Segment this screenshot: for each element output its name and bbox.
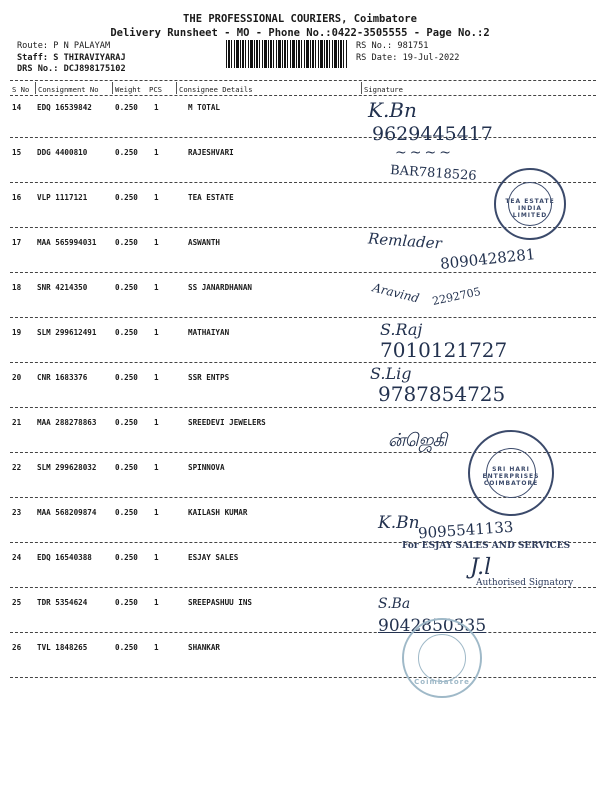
row-weight: 0.250 (115, 193, 138, 202)
row-weight: 0.250 (115, 148, 138, 157)
row-divider (10, 407, 596, 408)
row-consignment-no: MAA 288278863 (37, 418, 97, 427)
row-pcs: 1 (154, 328, 159, 337)
row-weight: 0.250 (115, 328, 138, 337)
row-consignment-no: MAA 568209874 (37, 508, 97, 517)
rs-number: RS No.: 981751 (356, 41, 429, 51)
header-bottom-rule (10, 95, 596, 96)
row-consignment-no: CNR 1683376 (37, 373, 88, 382)
row-pcs: 1 (154, 373, 159, 382)
row-divider (10, 137, 596, 138)
row-sno: 25 (12, 598, 22, 607)
phone-14: 9629445417 (372, 123, 493, 145)
signature-14: K.Bn (368, 98, 417, 122)
scribble-15: ~~~~ (395, 145, 454, 161)
row-consignee: M TOTAL (188, 103, 221, 112)
row-consignee: TEA ESTATE (188, 193, 234, 202)
row-weight: 0.250 (115, 643, 138, 652)
col-separator (361, 82, 362, 94)
phone-19: 7010121727 (380, 338, 508, 362)
row-weight: 0.250 (115, 418, 138, 427)
phone-20: 9787854725 (378, 382, 506, 406)
row-pcs: 1 (154, 418, 159, 427)
row-pcs: 1 (154, 193, 159, 202)
row-weight: 0.250 (115, 283, 138, 292)
scribble-24: J.l (470, 555, 492, 580)
phone-25: 9042850335 (378, 616, 487, 636)
scribble-21: ன்ஜெகி (388, 430, 447, 451)
row-sno: 20 (12, 373, 22, 382)
col-sno: S No (12, 85, 30, 94)
row-weight: 0.250 (115, 598, 138, 607)
row-weight: 0.250 (115, 463, 138, 472)
col-weight: Weight (115, 85, 141, 94)
row-consignment-no: MAA 565994031 (37, 238, 97, 247)
sri-hari-stamp: SRI HARI ENTERPRISES COIMBATORE (468, 430, 554, 516)
runsheet-header (0, 12, 600, 40)
row-consignee: RAJESHVARI (188, 148, 234, 157)
number-18: 2292705 (431, 285, 482, 308)
document-subtitle: Delivery Runsheet - MO - Phone No.:0422-3505555 - Page No.:2 (110, 27, 490, 39)
signature-20: S.Lig (370, 364, 412, 383)
row-pcs: 1 (154, 103, 159, 112)
signature-18: Aravind (371, 280, 421, 306)
tea-estate-stamp: TEA ESTATE INDIA LIMITED (494, 168, 566, 240)
row-divider (10, 362, 596, 363)
row-consignee: SREEPASHUU INS (188, 598, 253, 607)
row-divider (10, 272, 596, 273)
row-consignee: SSR ENTPS (188, 373, 230, 382)
row-weight: 0.250 (115, 373, 138, 382)
signature-19: S.Raj (380, 320, 423, 339)
route-label: Route: P N PALAYAM (17, 41, 111, 51)
row-consignment-no: TVL 1848265 (37, 643, 88, 652)
col-separator (112, 82, 113, 94)
signature-17: Remlader (367, 229, 443, 253)
signature-15: BAR7818526 (389, 162, 478, 185)
row-pcs: 1 (154, 553, 159, 562)
phone-23: 9095541133 (417, 517, 514, 543)
col-separator (176, 82, 177, 94)
row-weight: 0.250 (115, 508, 138, 517)
row-sno: 22 (12, 463, 22, 472)
signature-23: K.Bn (378, 513, 420, 533)
row-consignment-no: EDQ 16539842 (37, 103, 92, 112)
col-separator (35, 82, 36, 94)
row-sno: 26 (12, 643, 22, 652)
runsheet-info-right (356, 41, 459, 64)
coimbatore-stamp: Coimbatore (402, 618, 482, 698)
row-consignee: ESJAY SALES (188, 553, 239, 562)
row-consignment-no: SNR 4214350 (37, 283, 88, 292)
row-sno: 14 (12, 103, 22, 112)
row-sno: 16 (12, 193, 22, 202)
row-consignment-no: EDQ 16540388 (37, 553, 92, 562)
col-signature: Signature (364, 85, 403, 94)
row-sno: 23 (12, 508, 22, 517)
runsheet-info-left (17, 41, 126, 76)
row-consignment-no: TDR 5354624 (37, 598, 88, 607)
barcode (226, 40, 348, 68)
esjay-authorised-signatory: Authorised Signatory (476, 578, 574, 588)
row-pcs: 1 (154, 463, 159, 472)
drs-number: DRS No.: DCJ898175102 (17, 64, 126, 74)
header-top-rule (10, 80, 596, 81)
row-pcs: 1 (154, 148, 159, 157)
staff-label: Staff: S THIRAVIYARAJ (17, 52, 126, 63)
row-consignment-no: DDG 4400810 (37, 148, 88, 157)
row-divider (10, 632, 596, 633)
row-sno: 17 (12, 238, 22, 247)
row-pcs: 1 (154, 283, 159, 292)
row-weight: 0.250 (115, 238, 138, 247)
row-consignee: SS JANARDHANAN (188, 283, 253, 292)
row-divider (10, 677, 596, 678)
row-pcs: 1 (154, 598, 159, 607)
row-weight: 0.250 (115, 553, 138, 562)
row-pcs: 1 (154, 508, 159, 517)
row-consignment-no: SLM 299612491 (37, 328, 97, 337)
signature-25: S.Ba (378, 596, 411, 612)
row-sno: 21 (12, 418, 22, 427)
row-consignment-no: SLM 299628032 (37, 463, 97, 472)
rs-date: RS Date: 19-Jul-2022 (356, 52, 460, 63)
document-title: THE PROFESSIONAL COURIERS, Coimbatore (183, 13, 417, 25)
row-consignee: SREEDEVI JEWELERS (188, 418, 266, 427)
col-consignment: Consignment No (38, 85, 99, 94)
row-divider (10, 317, 596, 318)
row-consignee: MATHAIYAN (188, 328, 230, 337)
row-consignee: SHANKAR (188, 643, 221, 652)
esjay-stamp-line: For ESJAY SALES AND SERVICES (402, 541, 571, 551)
row-sno: 24 (12, 553, 22, 562)
row-consignment-no: VLP 1117121 (37, 193, 88, 202)
row-consignee: KAILASH KUMAR (188, 508, 248, 517)
row-sno: 15 (12, 148, 22, 157)
row-weight: 0.250 (115, 103, 138, 112)
row-pcs: 1 (154, 238, 159, 247)
col-consignee: Consignee Details (179, 85, 253, 94)
row-consignee: ASWANTH (188, 238, 221, 247)
col-pcs: PCS (149, 85, 162, 94)
row-consignee: SPINNOVA (188, 463, 225, 472)
row-pcs: 1 (154, 643, 159, 652)
row-sno: 19 (12, 328, 22, 337)
row-sno: 18 (12, 283, 22, 292)
phone-17: 8090428281 (439, 245, 537, 273)
